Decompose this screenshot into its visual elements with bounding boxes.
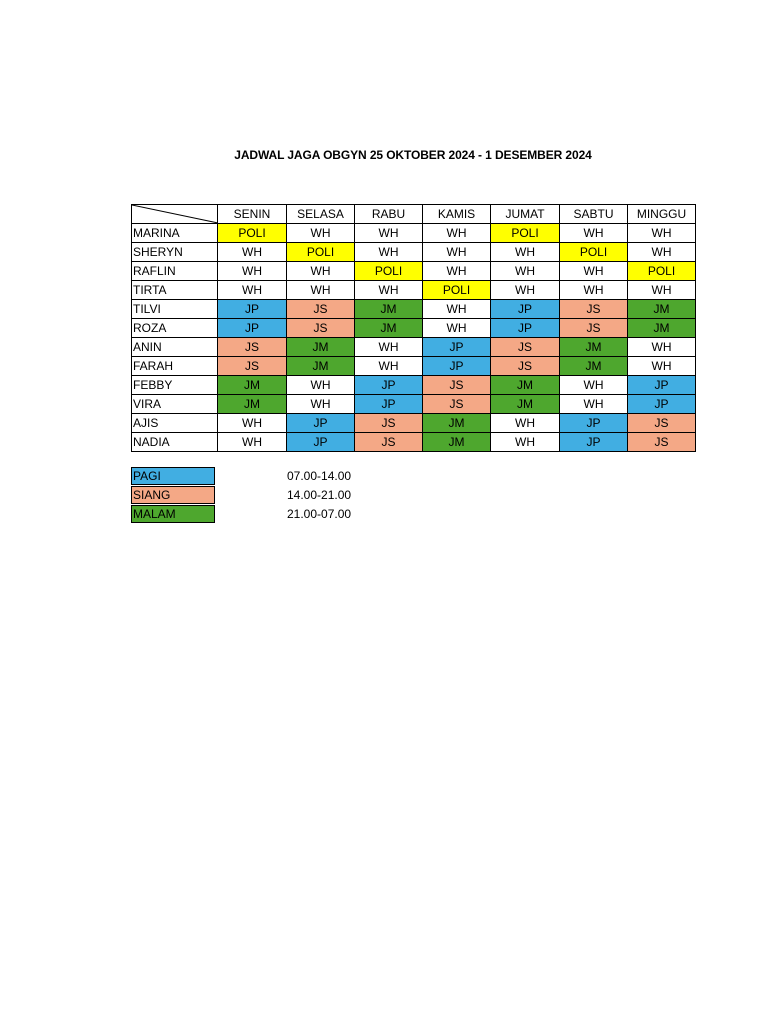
table-row [132, 357, 696, 376]
shift-cell: WH [423, 262, 491, 281]
shift-cell: WH [491, 433, 560, 452]
shift-cell: POLI [287, 243, 355, 262]
shift-cell: POLI [628, 262, 696, 281]
shift-cell: JS [355, 433, 423, 452]
shift-cell: WH [218, 243, 287, 262]
shift-cell: WH [423, 319, 491, 338]
shift-cell: WH [628, 281, 696, 300]
day-header-jumat: JUMAT [491, 205, 560, 224]
staff-name: MARINA [132, 224, 218, 243]
shift-cell: JP [560, 414, 628, 433]
shift-cell: JM [560, 357, 628, 376]
shift-cell: WH [218, 414, 287, 433]
shift-cell: JS [491, 357, 560, 376]
day-header-rabu: RABU [355, 205, 423, 224]
shift-cell: JP [355, 395, 423, 414]
legend-label: MALAM [131, 505, 215, 523]
shift-cell: JS [355, 414, 423, 433]
shift-cell: JM [423, 433, 491, 452]
shift-cell: JS [423, 376, 491, 395]
shift-cell: JS [560, 300, 628, 319]
table-row [132, 262, 696, 281]
shift-cell: JP [628, 395, 696, 414]
shift-cell: WH [628, 224, 696, 243]
table-row [132, 243, 696, 262]
shift-cell: JP [423, 338, 491, 357]
shift-cell: WH [355, 357, 423, 376]
header-row [132, 205, 696, 224]
shift-cell: WH [491, 414, 560, 433]
shift-cell: JS [628, 414, 696, 433]
shift-cell: JS [628, 433, 696, 452]
day-header-kamis: KAMIS [423, 205, 491, 224]
shift-cell: JM [218, 376, 287, 395]
shift-cell: WH [287, 395, 355, 414]
shift-cell: JM [218, 395, 287, 414]
shift-cell: POLI [355, 262, 423, 281]
shift-cell: JP [355, 376, 423, 395]
shift-cell: JP [628, 376, 696, 395]
schedule-body [132, 224, 696, 452]
shift-cell: POLI [491, 224, 560, 243]
shift-cell: WH [628, 357, 696, 376]
shift-cell: WH [560, 262, 628, 281]
shift-cell: WH [423, 300, 491, 319]
shift-cell: JM [491, 395, 560, 414]
shift-cell: JS [287, 300, 355, 319]
staff-name: AJIS [132, 414, 218, 433]
schedule-table [131, 204, 696, 452]
shift-cell: WH [287, 224, 355, 243]
staff-name: SHERYN [132, 243, 218, 262]
shift-cell: WH [423, 243, 491, 262]
shift-cell: POLI [423, 281, 491, 300]
shift-cell: WH [560, 224, 628, 243]
legend-label: SIANG [131, 486, 215, 504]
day-header-selasa: SELASA [287, 205, 355, 224]
shift-cell: WH [491, 262, 560, 281]
shift-cell: JM [287, 338, 355, 357]
legend-time: 14.00-21.00 [287, 488, 352, 502]
legend-time: 21.00-07.00 [287, 507, 352, 521]
shift-cell: POLI [560, 243, 628, 262]
shift-cell: JP [491, 319, 560, 338]
table-row [132, 300, 696, 319]
shift-cell: JM [355, 300, 423, 319]
shift-cell: WH [287, 262, 355, 281]
staff-name: NADIA [132, 433, 218, 452]
shift-cell: JP [287, 414, 355, 433]
staff-name: ANIN [132, 338, 218, 357]
shift-cell: WH [355, 338, 423, 357]
shift-cell: WH [355, 281, 423, 300]
shift-cell: JM [423, 414, 491, 433]
shift-cell: JP [218, 300, 287, 319]
shift-cell: JM [560, 338, 628, 357]
day-header-senin: SENIN [218, 205, 287, 224]
shift-cell: WH [287, 281, 355, 300]
shift-cell: WH [218, 262, 287, 281]
shift-cell: WH [287, 376, 355, 395]
schedule-title: JADWAL JAGA OBGYN 25 OKTOBER 2024 - 1 DESEMBER 2024 [234, 148, 592, 162]
shift-cell: JP [423, 357, 491, 376]
shift-cell: WH [628, 243, 696, 262]
staff-name: FEBBY [132, 376, 218, 395]
shift-cell: JS [423, 395, 491, 414]
staff-name: FARAH [132, 357, 218, 376]
shift-cell: JP [218, 319, 287, 338]
diagonal-divider [132, 205, 218, 223]
shift-cell: WH [560, 376, 628, 395]
staff-name: RAFLIN [132, 262, 218, 281]
shift-cell: JM [491, 376, 560, 395]
legend-time: 07.00-14.00 [287, 469, 352, 483]
shift-cell: JP [491, 300, 560, 319]
staff-name: TIRTA [132, 281, 218, 300]
staff-name: ROZA [132, 319, 218, 338]
table-row [132, 414, 696, 433]
day-header-sabtu: SABTU [560, 205, 628, 224]
shift-cell: WH [491, 243, 560, 262]
shift-cell: WH [355, 224, 423, 243]
shift-cell: WH [560, 395, 628, 414]
shift-cell: WH [491, 281, 560, 300]
shift-cell: WH [218, 433, 287, 452]
table-row [132, 433, 696, 452]
table-row [132, 395, 696, 414]
staff-name: VIRA [132, 395, 218, 414]
shift-cell: JS [560, 319, 628, 338]
shift-cell: JM [628, 319, 696, 338]
shift-cell: JM [287, 357, 355, 376]
day-header-minggu: MINGGU [628, 205, 696, 224]
corner-cell [132, 205, 218, 224]
shift-cell: JP [287, 433, 355, 452]
shift-cell: JS [218, 357, 287, 376]
table-row [132, 338, 696, 357]
shift-cell: JM [628, 300, 696, 319]
shift-cell: JP [560, 433, 628, 452]
shift-cell: WH [218, 281, 287, 300]
table-row [132, 224, 696, 243]
shift-cell: JS [287, 319, 355, 338]
shift-cell: WH [628, 338, 696, 357]
staff-name: TILVI [132, 300, 218, 319]
shift-cell: JS [218, 338, 287, 357]
shift-cell: POLI [218, 224, 287, 243]
shift-cell: WH [355, 243, 423, 262]
shift-cell: WH [560, 281, 628, 300]
table-row [132, 319, 696, 338]
table-row [132, 281, 696, 300]
shift-cell: WH [423, 224, 491, 243]
legend-label: PAGI [131, 467, 215, 485]
shift-cell: JM [355, 319, 423, 338]
table-row [132, 376, 696, 395]
shift-cell: JS [491, 338, 560, 357]
